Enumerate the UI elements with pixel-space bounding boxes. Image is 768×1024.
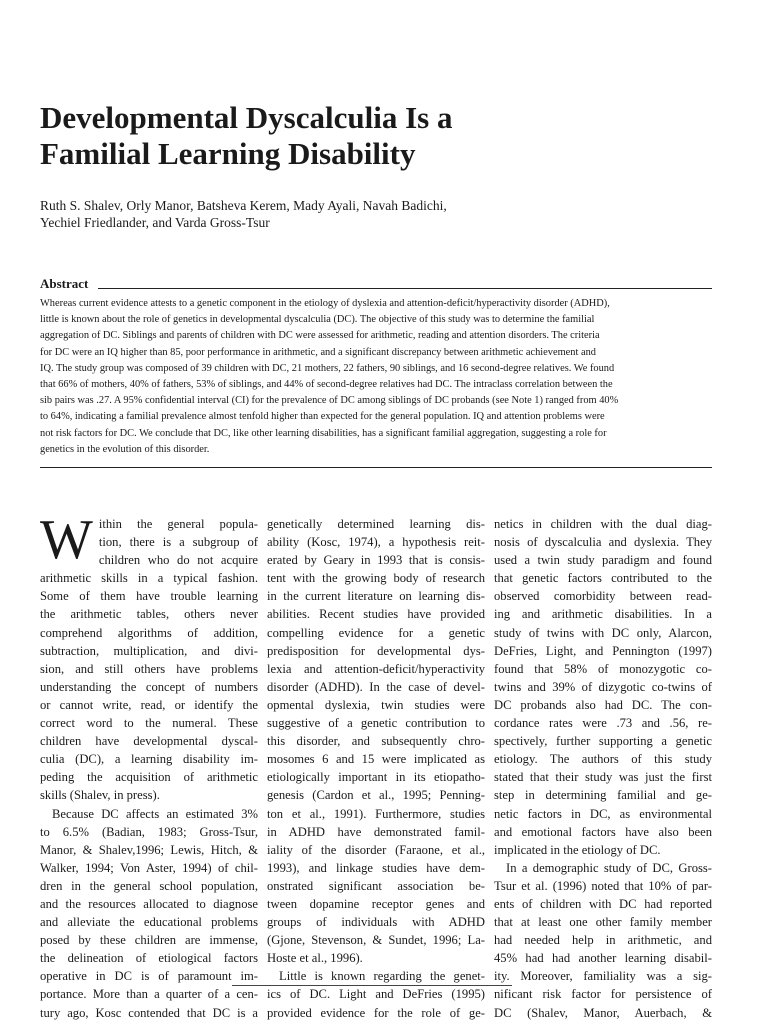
text-line: abilities. Recent studies have provided [267, 607, 485, 622]
text-line: iality of the disorder (Faraone, et al., [267, 842, 485, 857]
text-line: genetically determined learning dis- [267, 517, 485, 531]
abstract-divider [98, 288, 712, 289]
text-line: sib pairs was .27. A 95% confidential interval (CI) for the prevalence of DC among siblings of DC probands (see Note 1) ranged from 40% [40, 395, 619, 407]
abstract-bottom-divider [40, 467, 712, 468]
text-line: ing and arithmetic disabilities. In a [494, 607, 712, 622]
text-line: ents of children with DC had reported [494, 896, 712, 911]
text-line: netics in children with the dual diag- [494, 517, 712, 531]
text-line: nosis of dyscalculia and dyslexia. They [494, 535, 712, 550]
text-line: and emotional factors have also been [494, 824, 712, 839]
text-line: correct word to the numeral. These [40, 716, 258, 731]
text-line: compelling evidence for a genetic [267, 625, 485, 640]
abstract-heading: Abstract [40, 276, 89, 291]
text-line: to 64%, indicating a familial prevalence almost tenfold higher than expected for the general population. IQ and attention problems were [40, 411, 605, 423]
text-line: provided evidence for the role of ge- [267, 1005, 485, 1020]
text-line: DC probands also had DC. The con- [494, 697, 712, 712]
text-line: portance. More than a quarter of a cen- [40, 987, 258, 1002]
text-line: sion, and still others have problems [40, 661, 258, 676]
text-line: children have developmental dyscal- [40, 734, 258, 749]
text-line: found that 58% of monozygotic co- [494, 661, 712, 676]
text-line: onstrated significant association be- [267, 878, 485, 893]
text-line: ithin the general popula- [98, 517, 258, 531]
text-line: skills (Shalev, in press). [40, 788, 160, 803]
text-line: 45% had had another learning disabil- [494, 951, 712, 966]
text-line: dren in the general school population, [40, 878, 258, 893]
text-line: ton et al., 1991). Furthermore, studies [267, 806, 485, 821]
text-line: this disorder, and subsequently chro- [267, 734, 485, 749]
text-line: ics of DC. Light and DeFries (1995) [267, 987, 485, 1002]
text-line: ability (Kosc, 1974), a hypothesis reit- [267, 535, 485, 550]
text-line: lexia and attention-deficit/hyperactivity [267, 661, 485, 676]
text-line: DeFries, Light, and Pennington (1997) [494, 643, 712, 658]
text-line: tween dopamine receptor genes and [267, 896, 485, 911]
text-line: for DC were an IQ higher than 85, poor performance in arithmetic, and a significant discrepancy between arithmetic achievement and [40, 346, 596, 358]
text-line: DC (Shalev, Manor, Auerbach, & [494, 1005, 712, 1020]
text-line: children who do not acquire [98, 553, 258, 568]
abstract-header [40, 276, 712, 292]
text-line: Some of them have trouble learning [40, 589, 258, 604]
title-line: Developmental Dyscalculia Is a [40, 100, 453, 135]
text-line: twins and 39% of dizygotic co-twins of [494, 679, 712, 694]
text-line: (Gjone, Stevenson, & Sundet, 1996; La- [267, 933, 485, 948]
text-line: understanding the concept of numbers [40, 679, 258, 694]
text-line: in the current literature on learning dis- [267, 589, 485, 604]
text-line: tent with the growing body of research [267, 571, 485, 586]
title-line: Familial Learning Disability [40, 136, 416, 171]
text-line: IQ. The study group was composed of 39 children with DC, 21 mothers, 22 fathers, 90 siblings, and 16 second-degree relatives. We found [40, 362, 615, 374]
text-line: and alleviate the educational problems [40, 915, 258, 930]
text-line: cordance rates were .73 and .56, re- [494, 716, 712, 731]
abstract-text [40, 296, 712, 458]
text-line: Walker, 1994; Von Aster, 1994) of chil- [40, 860, 258, 875]
footer-divider [232, 985, 512, 986]
text-line: that 66% of mothers, 40% of fathers, 53% of siblings, and 44% of second-degree relatives had DC. The intraclass correlation between the [40, 379, 613, 391]
text-line: to 6.5% (Badian, 1983; Gross-Tsur, [40, 824, 258, 839]
text-line: disorder (ADHD). In the case of devel- [267, 679, 485, 694]
text-line: tury ago, Kosc contended that DC is a [40, 1005, 258, 1020]
text-line: predisposition for developmental dys- [267, 643, 485, 658]
text-line: the delineation of etiological factors [40, 951, 258, 966]
text-line: etiologically important in its etiopatho- [267, 770, 485, 785]
text-line: Whereas current evidence attests to a genetic component in the etiology of dyslexia and attention-deficit/hyperactivity disorder (ADHD), [40, 298, 610, 309]
text-line: genetics in the evolution of this disorder. [40, 443, 210, 455]
text-line: that genetic factors contributed to the [494, 571, 712, 586]
text-line: or cannot write, read, or identify the [40, 697, 258, 712]
text-line: netic factors in DC, as environmental [494, 806, 712, 821]
text-line: In a demographic study of DC, Gross- [506, 860, 712, 875]
text-line: operative in DC is of paramount im- [40, 969, 258, 984]
text-line: not risk factors for DC. We conclude that DC, like other learning disabilities, has a significant familial aggregation, suggesting a role for [40, 427, 607, 439]
author-list [40, 197, 680, 231]
text-line: etiology. The authors of this study [494, 752, 712, 767]
body-column-1 [40, 509, 258, 1022]
text-line: observed comorbidity between read- [494, 589, 712, 604]
text-line: that at least one other family member [494, 915, 712, 930]
text-line: aggregation of DC. Siblings and parents of children with DC were assessed for arithmetic, reading and attention disorders. The criteria [40, 330, 600, 342]
text-line: opmental dyslexia, twin studies were [267, 697, 485, 712]
text-line: stated that their study was just the first [494, 770, 712, 785]
body-column-3 [494, 515, 712, 1022]
text-line: culia (DC), a learning disability im- [40, 752, 258, 767]
text-line: Tsur et al. (1996) noted that 10% of par- [494, 878, 712, 893]
text-line: genesis (Cardon et al., 1995; Penning- [267, 788, 485, 803]
author-line: Yechiel Friedlander, and Varda Gross-Tsur [40, 215, 270, 230]
text-line: step in determining familial and ge- [494, 788, 712, 803]
text-line: comprehend algorithms of addition, [40, 625, 258, 640]
text-line: little is known about the role of genetics in developmental dyscalculia (DC). The objective of this study was to determine the familial [40, 314, 595, 326]
text-line: 1993), and linkage studies have dem- [267, 860, 485, 875]
text-line: Hoste et al., 1996). [267, 951, 363, 966]
text-line: nificant risk factor for persistence of [494, 987, 712, 1002]
article-title [40, 100, 680, 172]
text-line: posed by these children are immense, [40, 933, 258, 948]
text-line: subtraction, multiplication, and divi- [40, 643, 258, 658]
body-column-2 [267, 515, 485, 1022]
text-line: ity. Moreover, familiality was a sig- [494, 969, 712, 984]
text-line: study of twins with DC only, Alarcon, [494, 625, 712, 640]
text-line: Because DC affects an estimated 3% [52, 806, 258, 821]
text-line: suggestive of a genetic contribution to [267, 716, 485, 731]
text-line: spectively, further supporting a genetic [494, 734, 712, 749]
drop-cap: W [40, 509, 93, 571]
text-line: had needed help in arithmetic, and [494, 933, 712, 948]
text-line: tion, there is a subgroup of [98, 535, 258, 550]
text-line: erated by Geary in 1993 that is consis- [267, 553, 485, 568]
text-line: the arithmetic tables, others never [40, 607, 258, 622]
text-line: in ADHD have demonstrated famil- [267, 824, 485, 839]
text-line: mosomes 6 and 15 were implicated as [267, 752, 485, 767]
author-line: Ruth S. Shalev, Orly Manor, Batsheva Kerem, Mady Ayali, Navah Badichi, [40, 198, 447, 213]
text-line: Little is known regarding the genet- [279, 969, 485, 984]
text-line: groups of individuals with ADHD [267, 915, 485, 930]
text-line: and the resources allocated to diagnose [40, 896, 258, 911]
text-line: implicated in the etiology of DC. [494, 842, 661, 857]
text-line: peding the acquisition of arithmetic [40, 770, 258, 785]
text-line: used a twin study paradigm and found [494, 553, 712, 568]
text-line: arithmetic skills in a typical fashion. [40, 571, 258, 586]
text-line: Manor, & Shalev,1996; Lewis, Hitch, & [40, 842, 258, 857]
